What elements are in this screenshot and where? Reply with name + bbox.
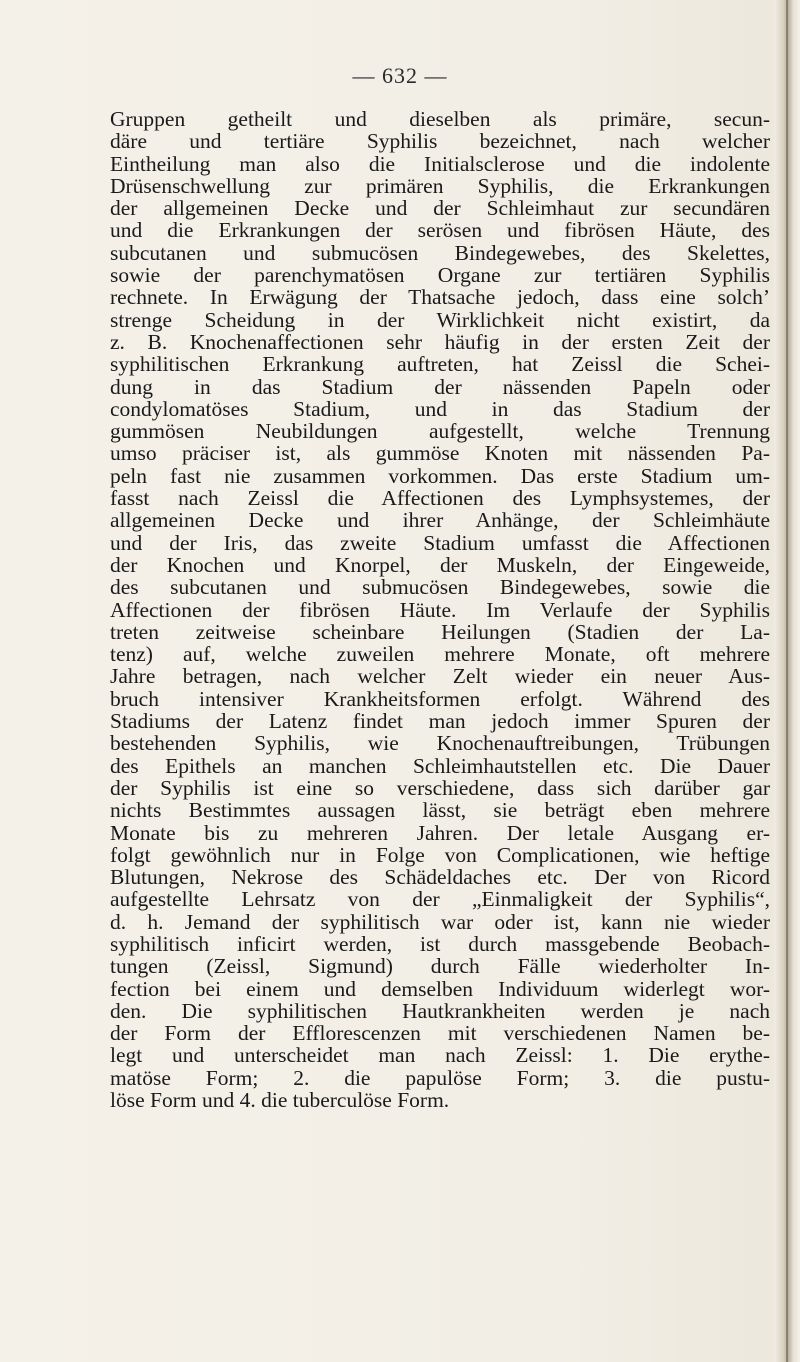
text-line: subcutanen und submucösen Bindegewebes, des Skelettes, [110,240,770,265]
text-line: der allgemeinen Decke und der Schleimhaut zur secundären [110,196,770,221]
text-line: rechnete. In Erwägung der Thatsache jedoch, dass eine solch’ [110,285,770,310]
text-line: Stadiums der Latenz findet man jedoch immer Spuren der [110,709,770,734]
text-line: Drüsenschwellung zur primären Syphilis, die Erkrankungen [110,173,770,198]
text-line: und die Erkrankungen der serösen und fibrösen Häute, des [110,218,770,243]
text-line: Gruppen getheilt und dieselben als primäre, secun- [110,107,770,131]
text-line: Blutungen, Nekrose des Schädeldaches etc. Der von Ricord [110,865,770,890]
text-line: condylomatöses Stadium, und in das Stadium der [110,396,770,421]
text-line: den. Die syphilitischen Hautkrankheiten werden je nach [110,998,770,1023]
text-line: Eintheilung man also die Initialsclerose und die indolente [110,151,770,176]
text-line: bestehenden Syphilis, wie Knochenauftreibungen, Trübungen [110,731,770,756]
text-line: syphilitisch inficirt werden, ist durch massgebende Beobach- [110,931,770,956]
text-line: peln fast nie zusammen vorkommen. Das erste Stadium um- [110,463,770,488]
text-line: nichts Bestimmtes aussagen lässt, sie beträgt eben mehrere [110,798,770,823]
text-line: der Knochen und Knorpel, der Muskeln, der Eingeweide, [110,552,770,577]
text-line: allgemeinen Decke und ihrer Anhänge, der Schleimhäute [110,508,770,533]
text-line: fasst nach Zeissl die Affectionen des Lymphsystemes, der [110,486,770,511]
text-line: aufgestellte Lehrsatz von der „Einmaligkeit der Syphilis“, [110,887,770,912]
text-line: des Epithels an manchen Schleimhautstellen etc. Die Dauer [110,753,770,778]
text-line: der Form der Efflorescenzen mit verschiedenen Namen be- [110,1021,770,1046]
text-line: umso präciser ist, als gummöse Knoten mit nässenden Pa- [110,441,770,466]
page-number: — 632 — [352,63,448,88]
text-line: d. h. Jemand der syphilitisch war oder ist, kann nie wieder [110,909,770,934]
text-line: sowie der parenchymatösen Organe zur tertiären Syphilis [110,263,770,288]
text-line: tungen (Zeissl, Sigmund) durch Fälle wiederholter In- [110,954,770,979]
text-line: und der Iris, das zweite Stadium umfasst die Affectionen [110,530,770,555]
text-line: tenz) auf, welche zuweilen mehrere Monate, oft mehrere [110,642,770,667]
text-line: der Syphilis ist eine so verschiedene, dass sich darüber gar [110,775,770,800]
text-line: syphilitischen Erkrankung auftreten, hat Zeissl die Schei- [110,352,770,377]
text-line: des subcutanen und submucösen Bindegewebes, sowie die [110,575,770,600]
text-line: däre und tertiäre Syphilis bezeichnet, nach welcher [110,129,770,154]
text-line: fection bei einem und demselben Individuum widerlegt wor- [110,976,770,1001]
text-line: matöse Form; 2. die papulöse Form; 3. die pustu- [110,1065,770,1090]
text-line: strenge Scheidung in der Wirklichkeit nicht existirt, da [110,307,770,332]
text-line: gummösen Neubildungen aufgestellt, welche Trennung [110,419,770,444]
text-line: Jahre betragen, nach welcher Zelt wieder ein neuer Aus- [110,664,770,689]
text-line: Monate bis zu mehreren Jahren. Der letale Ausgang er- [110,820,770,845]
text-line: legt und unterscheidet man nach Zeissl: 1. Die erythe- [110,1043,770,1068]
body-text [110,108,770,1111]
text-line: Affectionen der fibrösen Häute. Im Verlaufe der Syphilis [110,597,770,622]
text-line: bruch intensiver Krankheitsformen erfolgt. Während des [110,686,770,711]
text-line: dung in das Stadium der nässenden Papeln oder [110,374,770,399]
text-line: folgt gewöhnlich nur in Folge von Complicationen, wie heftige [110,842,770,867]
page-edge-line [786,0,788,1362]
text-line: z. B. Knochenaffectionen sehr häufig in der ersten Zeit der [110,329,770,354]
text-line-last: löse Form und 4. die tuberculöse Form. [110,1088,450,1113]
text-line: treten zeitweise scheinbare Heilungen (Stadien der La- [110,619,770,644]
